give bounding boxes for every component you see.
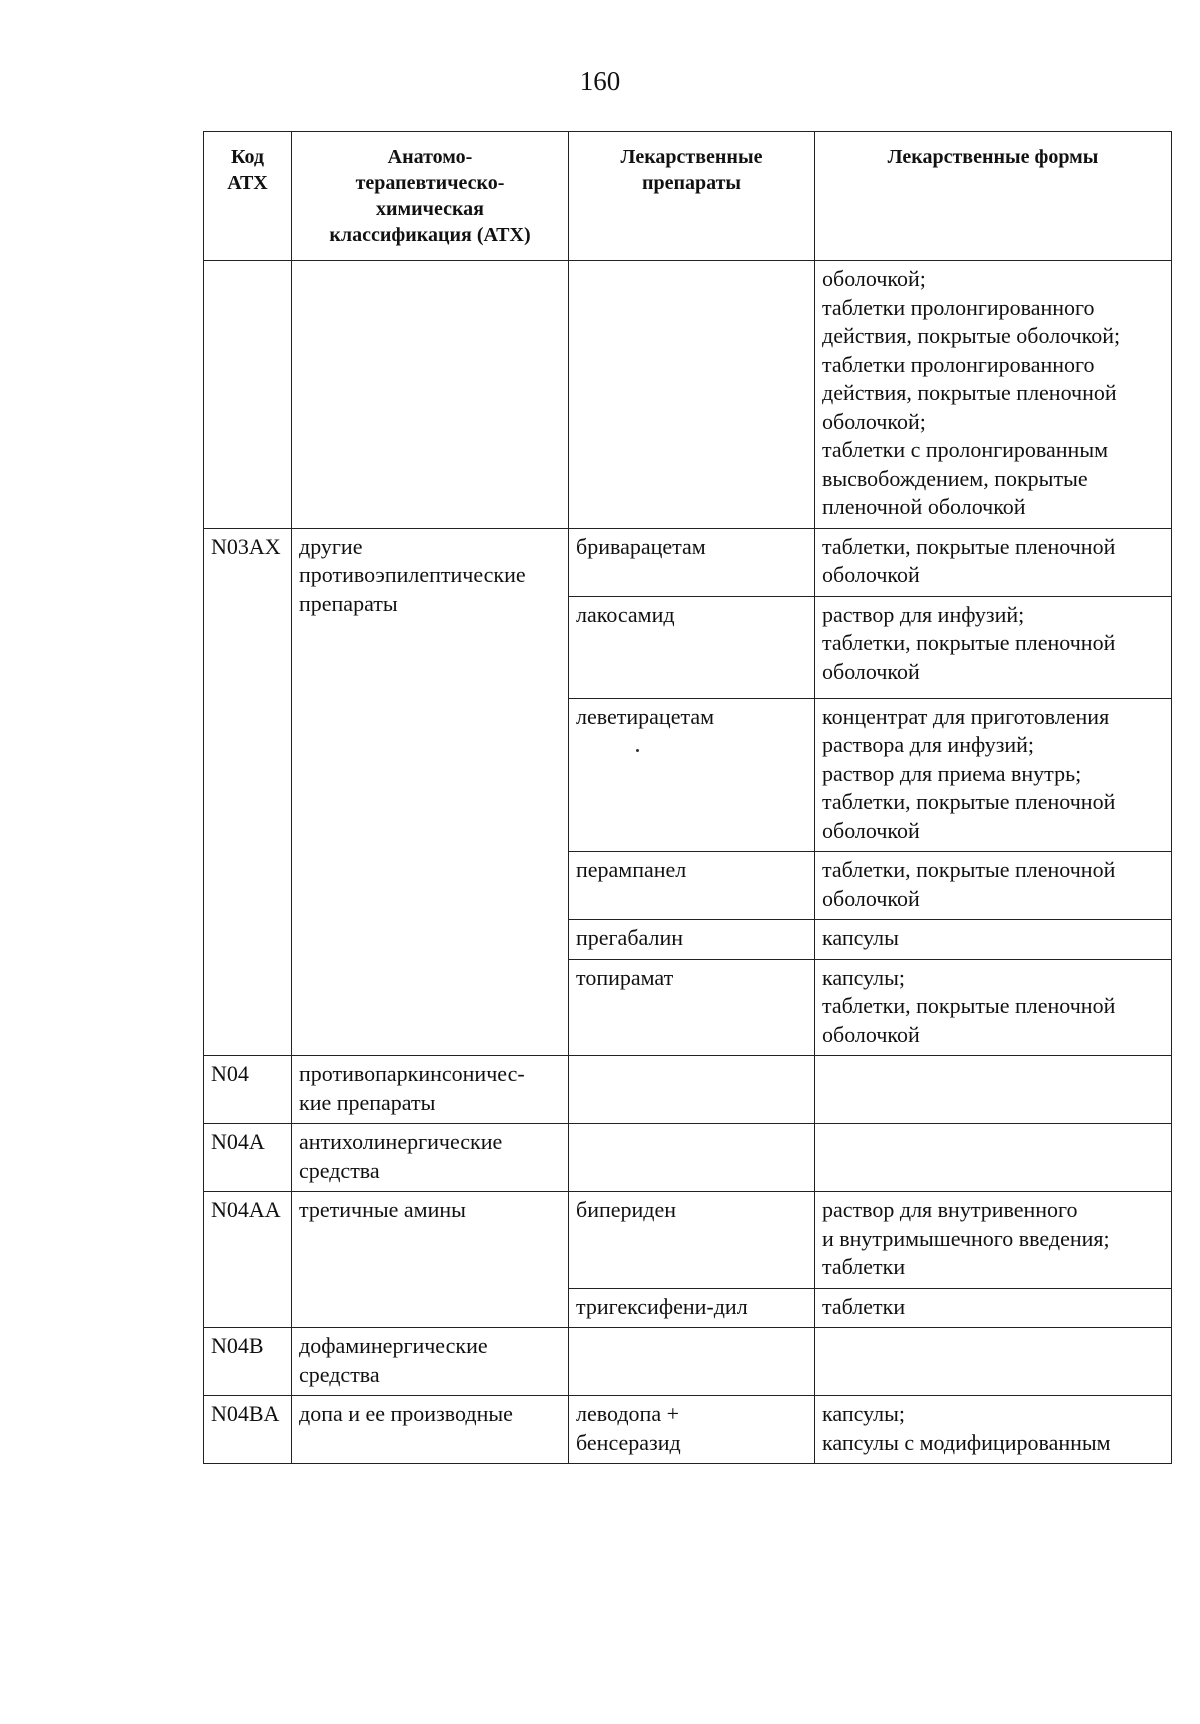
drug-cell bbox=[569, 1328, 815, 1396]
atx-table bbox=[203, 131, 1172, 1464]
header-line: препараты bbox=[641, 172, 742, 194]
drug-cell bbox=[569, 596, 815, 698]
code-cell: N04 bbox=[204, 1056, 292, 1124]
forms-cell bbox=[815, 852, 1172, 920]
classification-line: допа и ее производные bbox=[299, 1401, 513, 1426]
classification-cell bbox=[292, 1328, 569, 1396]
form-line: оболочкой; bbox=[822, 408, 926, 434]
form-line: высвобождением, покрытые bbox=[822, 465, 1088, 491]
form-line: таблетки, покрытые пленочной bbox=[822, 789, 1116, 814]
form-line: пленочной оболочкой bbox=[822, 494, 1026, 519]
header-line: Лекарственные формы bbox=[887, 146, 1099, 168]
form-line: таблетки с пролонгированным bbox=[822, 437, 1109, 462]
form-line: таблетки bbox=[822, 1254, 906, 1279]
header-drugs bbox=[569, 132, 815, 261]
forms-cell bbox=[815, 1328, 1172, 1396]
classification-line: антихолинергические bbox=[299, 1129, 503, 1154]
classification-cell bbox=[292, 1192, 569, 1328]
forms-cell bbox=[815, 1056, 1172, 1124]
forms-cell bbox=[815, 1396, 1172, 1464]
form-line: оболочкой; bbox=[822, 266, 926, 291]
classification-line: препараты bbox=[299, 590, 398, 616]
drug-cell bbox=[569, 261, 815, 529]
form-line: оболочкой bbox=[822, 562, 920, 587]
drug-cell bbox=[569, 1056, 815, 1124]
drug-cell bbox=[569, 1192, 815, 1289]
code-cell: N04AA bbox=[204, 1192, 292, 1328]
forms-cell bbox=[815, 1288, 1172, 1328]
form-line: таблетки bbox=[822, 1293, 906, 1319]
classification-line: кие препараты bbox=[299, 1089, 436, 1115]
classification-cell bbox=[292, 1056, 569, 1124]
header-classification bbox=[292, 132, 569, 261]
form-line: раствор для инфузий; bbox=[822, 601, 1025, 627]
classification-line: дофаминергические bbox=[299, 1333, 488, 1358]
table-row bbox=[204, 1328, 1172, 1396]
form-line: раствор для внутривенного bbox=[822, 1197, 1078, 1222]
table-row bbox=[204, 1124, 1172, 1192]
drug-cell bbox=[569, 852, 815, 920]
form-line: действия, покрытые пленочной bbox=[822, 380, 1117, 405]
header-forms bbox=[815, 132, 1172, 261]
drug-name: топирамат bbox=[576, 964, 674, 990]
drug-name: бенсеразид bbox=[576, 1429, 681, 1455]
drug-name: лакосамид bbox=[576, 601, 675, 627]
classification-cell bbox=[292, 528, 569, 1056]
drug-name: тригексифени-дил bbox=[576, 1293, 748, 1319]
classification-line: противоэпилептические bbox=[299, 562, 526, 587]
code-cell bbox=[204, 261, 292, 529]
form-line: раствора для инфузий; bbox=[822, 732, 1035, 757]
forms-cell bbox=[815, 959, 1172, 1056]
classification-cell bbox=[292, 1124, 569, 1192]
form-line: таблетки, покрытые пленочной bbox=[822, 533, 1116, 559]
forms-cell bbox=[815, 920, 1172, 960]
page-number: 160 bbox=[579, 66, 621, 96]
forms-cell bbox=[815, 596, 1172, 698]
table-row bbox=[204, 1056, 1172, 1124]
form-line: таблетки пролонгированного bbox=[822, 351, 1095, 377]
form-line: капсулы bbox=[822, 925, 899, 950]
form-line: оболочкой bbox=[822, 817, 920, 843]
table-row bbox=[204, 261, 1172, 529]
classification-line: другие bbox=[299, 533, 363, 559]
drug-name: бипериден bbox=[576, 1197, 677, 1222]
classification-cell bbox=[292, 1396, 569, 1464]
form-line: концентрат для приготовления bbox=[822, 703, 1110, 729]
form-line: оболочкой bbox=[822, 1021, 920, 1047]
form-line: оболочкой bbox=[822, 885, 920, 911]
form-line: и внутримышечного введения; bbox=[822, 1225, 1110, 1251]
drug-cell bbox=[569, 698, 815, 852]
header-line: Лекарственные bbox=[620, 146, 763, 168]
header-row bbox=[204, 132, 1172, 261]
header-line: классификация (АТХ) bbox=[329, 224, 531, 246]
code-cell: N04B bbox=[204, 1328, 292, 1396]
header-code bbox=[204, 132, 292, 261]
drug-cell bbox=[569, 528, 815, 596]
form-line: раствор для приема внутрь; bbox=[822, 760, 1082, 786]
drug-cell bbox=[569, 1288, 815, 1328]
drug-name: прегабалин bbox=[576, 925, 684, 950]
form-line: капсулы; bbox=[822, 964, 905, 990]
code-cell: N04BA bbox=[204, 1396, 292, 1464]
classification-line: противопаркинсоничес- bbox=[299, 1061, 525, 1086]
drug-name: бриварацетам bbox=[576, 533, 706, 559]
header-line: терапевтическо- bbox=[355, 172, 505, 194]
code-cell: N03AX bbox=[204, 528, 292, 1056]
forms-cell bbox=[815, 1192, 1172, 1289]
forms-cell bbox=[815, 261, 1172, 529]
table-row bbox=[204, 1192, 1172, 1289]
drug-cell bbox=[569, 1396, 815, 1464]
drug-name: перампанел bbox=[576, 857, 687, 882]
classification-line: средства bbox=[299, 1157, 380, 1183]
classification-line: средства bbox=[299, 1361, 380, 1387]
form-line: капсулы; bbox=[822, 1401, 905, 1426]
form-line: таблетки, покрытые пленочной bbox=[822, 993, 1116, 1018]
code-cell: N04A bbox=[204, 1124, 292, 1192]
table-row bbox=[204, 528, 1172, 596]
drug-name: леветирацетам bbox=[576, 703, 715, 729]
form-line: оболочкой bbox=[822, 658, 920, 684]
form-line: капсулы с модифицированным bbox=[822, 1429, 1111, 1455]
forms-cell bbox=[815, 698, 1172, 852]
forms-cell bbox=[815, 1124, 1172, 1192]
drug-cell bbox=[569, 920, 815, 960]
forms-cell bbox=[815, 528, 1172, 596]
drug-name: леводопа + bbox=[576, 1401, 679, 1426]
speck-mark bbox=[636, 749, 639, 752]
header-line: АТХ bbox=[227, 172, 268, 194]
header-line: Анатомо- bbox=[387, 146, 473, 168]
form-line: таблетки, покрытые пленочной bbox=[822, 630, 1116, 655]
classification-line: третичные амины bbox=[299, 1197, 466, 1222]
form-line: действия, покрытые оболочкой; bbox=[822, 323, 1121, 348]
header-line: химическая bbox=[376, 198, 484, 220]
classification-cell bbox=[292, 261, 569, 529]
form-line: таблетки, покрытые пленочной bbox=[822, 857, 1116, 882]
table-row bbox=[204, 1396, 1172, 1464]
header-line: Код bbox=[230, 146, 265, 168]
form-line: таблетки пролонгированного bbox=[822, 294, 1095, 320]
drug-cell bbox=[569, 959, 815, 1056]
drug-cell bbox=[569, 1124, 815, 1192]
